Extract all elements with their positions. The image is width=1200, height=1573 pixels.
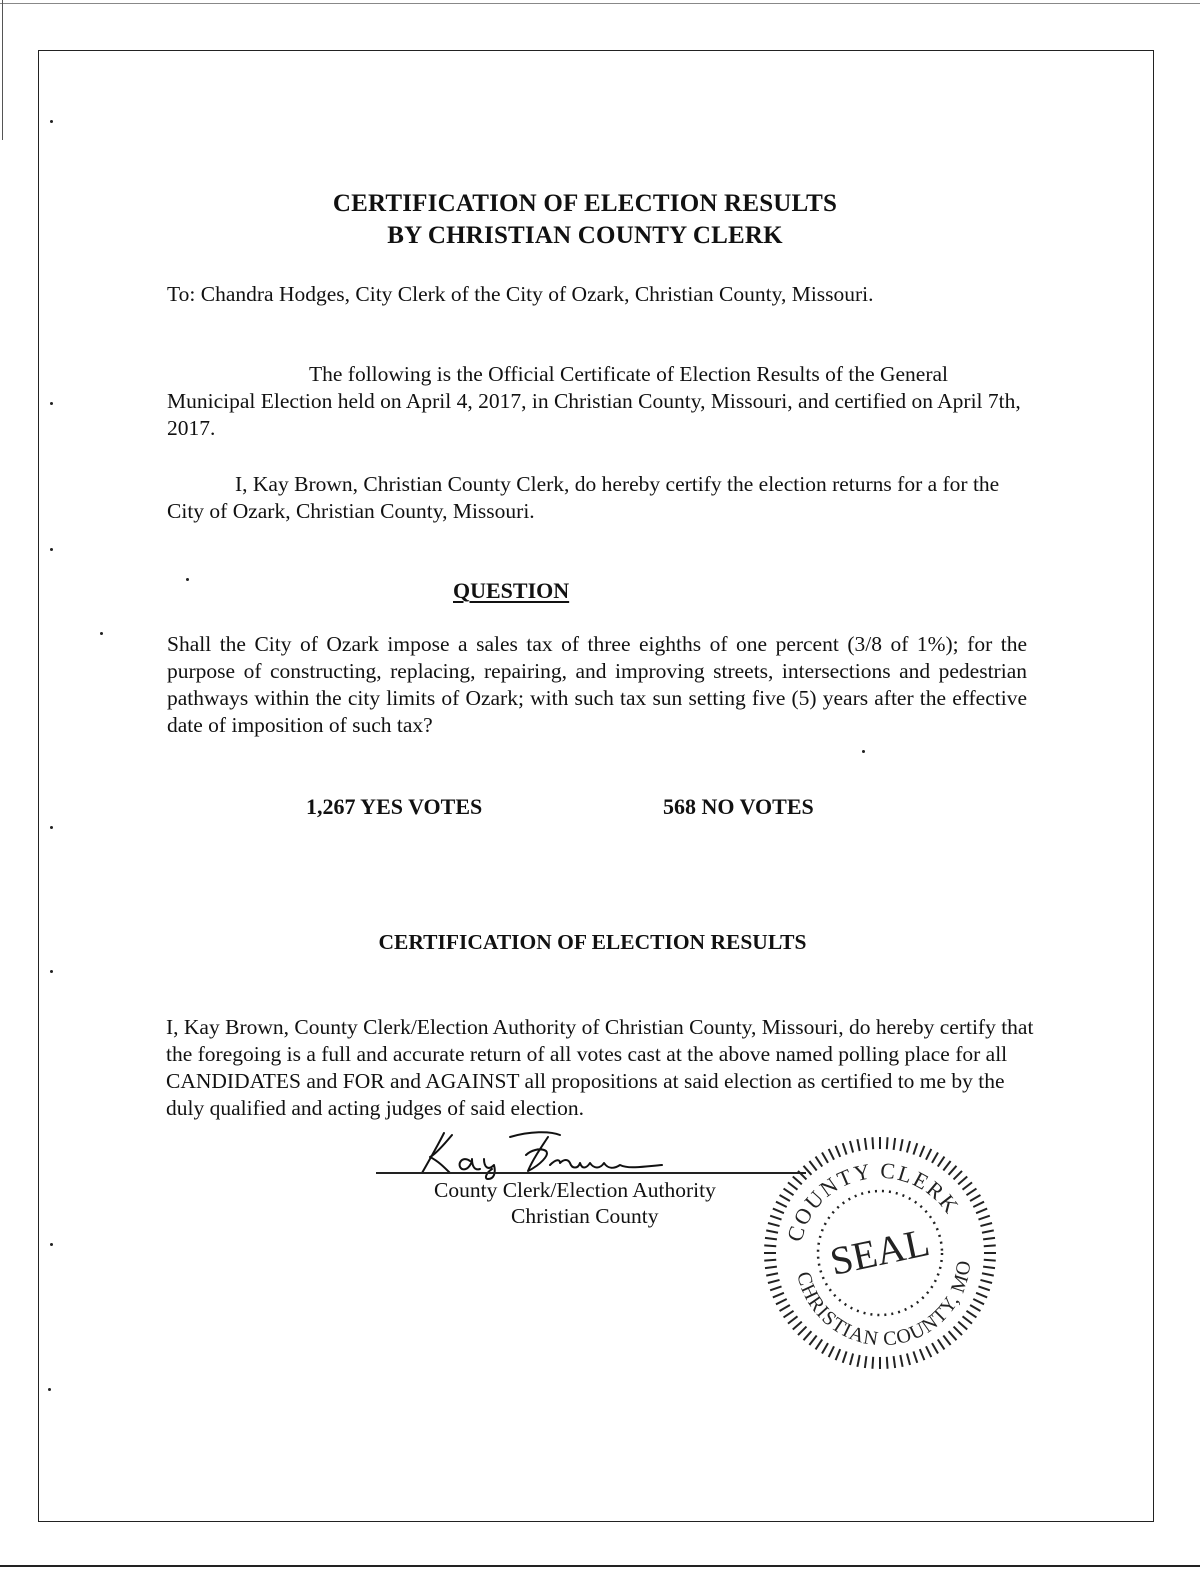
seal-tick [836, 1146, 841, 1157]
question-heading: QUESTION [453, 578, 570, 603]
seal-tick [963, 1316, 973, 1323]
seal-tick [900, 1139, 902, 1151]
seal-tick [938, 1339, 945, 1349]
seal-tick [816, 1339, 823, 1349]
seal-tick [954, 1171, 962, 1179]
seal-tick [766, 1230, 778, 1232]
seal-tick [788, 1182, 798, 1189]
seal-top-text: COUNTY CLERK [781, 1157, 965, 1245]
seal-tick [954, 1327, 962, 1335]
seal-tick [865, 1138, 867, 1150]
seal-tick [850, 1353, 853, 1365]
seal-tick [958, 1177, 967, 1185]
seal-tick [984, 1260, 996, 1261]
seal-tick [932, 1343, 938, 1353]
scan-speck [100, 632, 103, 635]
seal-tick [822, 1343, 828, 1353]
seal-tick [780, 1305, 790, 1311]
seal-tick [872, 1137, 873, 1149]
seal-tick [980, 1223, 992, 1226]
seal-tick [887, 1357, 888, 1369]
seal-tick [780, 1195, 790, 1201]
seal-tick [980, 1280, 992, 1283]
no-votes-count: 568 NO VOTES [663, 794, 814, 819]
document-title: CERTIFICATION OF ELECTION RESULTS [332, 190, 838, 217]
seal-tick [978, 1286, 989, 1290]
seal-tick [913, 1351, 917, 1362]
seal-tick [978, 1216, 989, 1220]
seal-tick [770, 1216, 781, 1220]
seal-tick [970, 1195, 980, 1201]
signature-title: County Clerk/Election Authority [434, 1178, 716, 1202]
ballot-question-text: Shall the City of Ozark impose a sales tax of three eighths of one percent (3/8 of 1%); for the purpose of constructing, replacing, repairing, and improving streets, intersections and pedestrian pathways within the city limits of Ozark; with such tax sun setting five (5) years after the effective date of imposition of such tax? [167, 632, 1027, 737]
seal-tick [784, 1189, 794, 1196]
seal-tick [973, 1202, 984, 1207]
seal-tick [798, 1327, 806, 1335]
scan-edge-top [0, 3, 1200, 4]
seal-tick [943, 1336, 950, 1346]
seal-tick [804, 1166, 812, 1175]
seal-tick [773, 1293, 784, 1298]
scan-speck [862, 750, 865, 753]
seal-tick [984, 1245, 996, 1246]
yes-votes-count: 1,267 YES VOTES [306, 794, 483, 819]
scan-speck [50, 970, 53, 973]
seal-tick [973, 1299, 984, 1304]
seal-center-text: SEAL [826, 1219, 934, 1284]
seal-tick [938, 1157, 945, 1167]
scan-edge-left [2, 0, 3, 140]
seal-tick [765, 1238, 777, 1240]
seal-tick [976, 1209, 987, 1214]
scan-speck [186, 578, 189, 581]
seal-tick [798, 1171, 806, 1179]
seal-tick [932, 1153, 938, 1163]
seal-tick [836, 1349, 841, 1360]
intro-paragraph: The following is the Official Certificate of Election Results of the General Municipal Election held on April 4, 2017, in Christian County, Missouri, and certified on April 7th, 2017. [167, 362, 1021, 440]
scan-edge-bottom [0, 1565, 1200, 1567]
seal-tick [907, 1141, 910, 1153]
scan-speck [50, 548, 53, 551]
seal-tick [983, 1267, 995, 1269]
seal-tick [900, 1355, 902, 1367]
seal-tick [966, 1311, 976, 1318]
seal-tick [829, 1346, 834, 1357]
seal-tick [857, 1139, 859, 1151]
seal-tick [920, 1349, 925, 1360]
seal-tick [894, 1356, 896, 1368]
seal-tick [768, 1280, 780, 1283]
county-clerk-seal-stamp [762, 1135, 998, 1371]
scan-speck [48, 1388, 51, 1391]
seal-tick [822, 1153, 828, 1163]
seal-tick [943, 1161, 950, 1171]
seal-tick [804, 1331, 812, 1340]
seal-tick [920, 1146, 925, 1157]
recipient-line: To: Chandra Hodges, City Clerk of the City of Ozark, Christian County, Missouri. [167, 282, 874, 306]
seal-tick [843, 1143, 847, 1154]
seal-tick [793, 1177, 802, 1185]
seal-tick [958, 1322, 967, 1330]
seal-tick [913, 1143, 917, 1154]
seal-tick [982, 1230, 994, 1232]
certification-heading: CERTIFICATION OF ELECTION RESULTS [378, 930, 807, 954]
seal-tick [764, 1245, 776, 1246]
seal-tick [788, 1316, 798, 1323]
seal-tick [970, 1305, 980, 1311]
seal-tick [907, 1353, 910, 1365]
seal-tick [843, 1351, 847, 1362]
scan-speck [50, 120, 53, 123]
seal-tick [949, 1331, 957, 1340]
certification-paragraph: I, Kay Brown, County Clerk/Election Authority of Christian County, Missouri, do hereby certify that the foregoing is a full and accurate return of all votes cast at the above named polling place for all CANDIDATES and FOR and AGAINST all propositions at said election as certified to me by the duly qualified and acting judges of said election. [166, 1015, 1034, 1120]
seal-tick [776, 1299, 787, 1304]
seal-tick [887, 1137, 888, 1149]
seal-tick [766, 1273, 778, 1275]
signature-county: Christian County [511, 1204, 659, 1228]
seal-tick [809, 1161, 816, 1171]
seal-tick [926, 1149, 931, 1160]
seal-tick [776, 1202, 787, 1207]
signature-line [376, 1172, 806, 1174]
seal-tick [809, 1336, 816, 1346]
seal-tick [857, 1355, 859, 1367]
scan-speck [50, 402, 53, 405]
seal-tick [850, 1141, 853, 1153]
seal-tick [793, 1322, 802, 1330]
seal-tick [764, 1260, 776, 1261]
seal-tick [983, 1238, 995, 1240]
seal-tick [926, 1346, 931, 1357]
seal-tick [784, 1311, 794, 1318]
seal-tick [963, 1182, 973, 1189]
seal-tick [949, 1166, 957, 1175]
seal-tick [894, 1138, 896, 1150]
seal-tick [773, 1209, 784, 1214]
clerk-statement-paragraph: I, Kay Brown, Christian County Clerk, do hereby certify the election returns for a for the City of Ozark, Christian County, Missouri. [167, 472, 1000, 523]
seal-bottom-text: CHRISTIAN COUNTY, MO [792, 1258, 976, 1351]
seal-tick [768, 1223, 780, 1226]
seal-tick [966, 1189, 976, 1196]
seal-tick [829, 1149, 834, 1160]
seal-tick [770, 1286, 781, 1290]
seal-tick [765, 1267, 777, 1269]
seal-tick [816, 1157, 823, 1167]
seal-tick [982, 1273, 994, 1275]
seal-tick [865, 1356, 867, 1368]
seal-tick [976, 1293, 987, 1298]
scan-speck [50, 826, 53, 829]
seal-tick [872, 1357, 873, 1369]
scan-speck [50, 1243, 53, 1246]
document-subtitle: BY CHRISTIAN COUNTY CLERK [387, 222, 783, 249]
